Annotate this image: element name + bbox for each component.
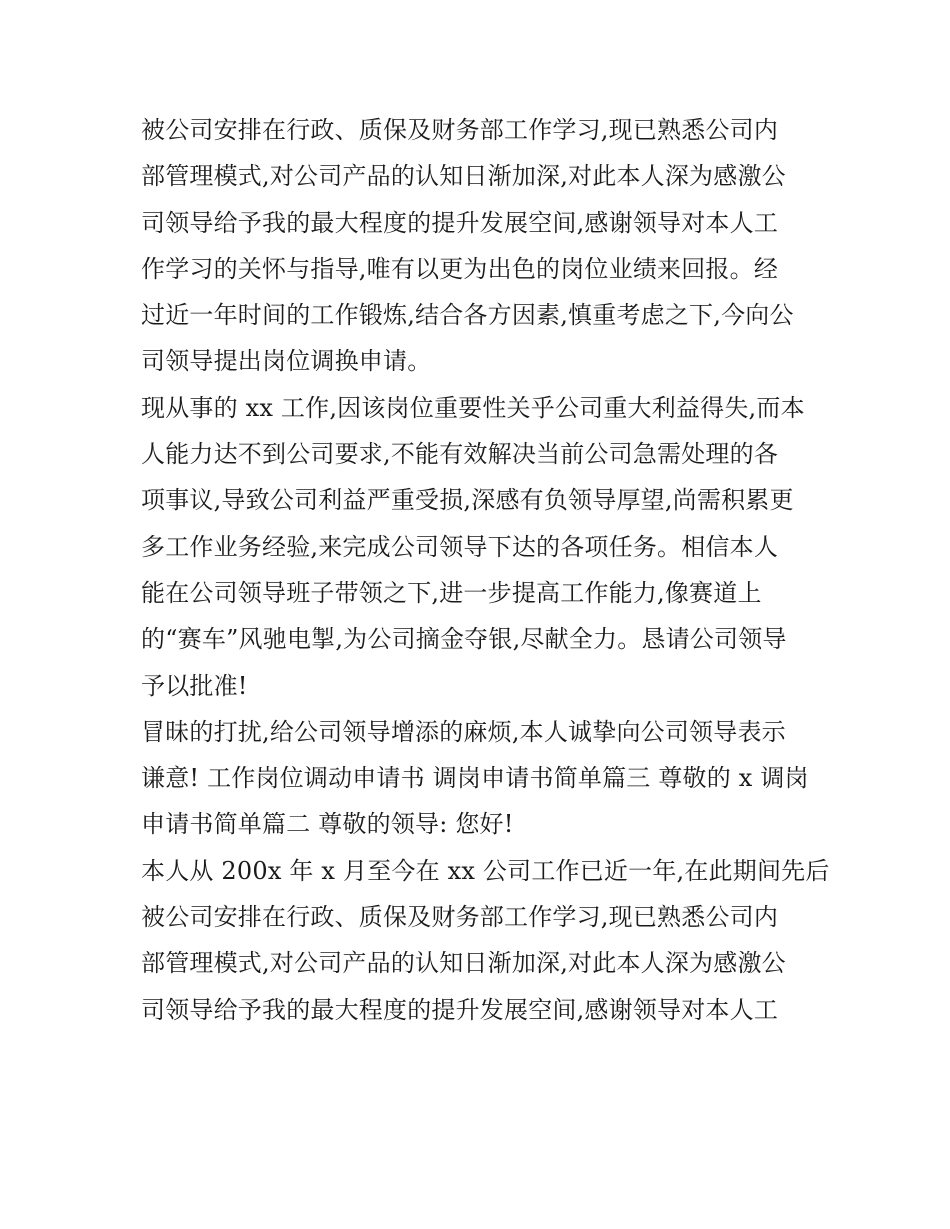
text-line-7: 现从事的 xx 工作,因该岗位重要性关乎公司重大利益得失,而本 bbox=[141, 393, 805, 422]
document-body bbox=[141, 107, 830, 1033]
text-line-1: 被公司安排在行政、质保及财务部工作学习,现已熟悉公司内 bbox=[141, 116, 779, 144]
text-line-15: 谦意! 工作岗位调动申请书 调岗申请书简单篇三 尊敬的 x 调岗 bbox=[141, 764, 809, 793]
text-line-3: 司领导给予我的最大程度的提升发展空间,感谢领导对本人工 bbox=[141, 208, 779, 237]
text-line-11: 能在公司领导班子带领之下,进一步提高工作能力,像赛道上 bbox=[141, 578, 762, 607]
text-line-12: 的“赛车”风驰电掣,为公司摘金夺银,尽献全力。恳请公司领导 bbox=[141, 625, 787, 654]
text-line-4: 作学习的关怀与指导,唯有以更为出色的岗位业绩来回报。经 bbox=[141, 254, 779, 283]
text-line-10: 多工作业务经验,来完成公司领导下达的各项任务。相信本人 bbox=[141, 532, 779, 561]
text-line-20: 司领导给予我的最大程度的提升发展空间,感谢领导对本人工 bbox=[141, 995, 779, 1024]
text-line-18: 被公司安排在行政、质保及财务部工作学习,现已熟悉公司内 bbox=[141, 903, 779, 932]
text-line-5: 过近一年时间的工作锻炼,结合各方因素,慎重考虑之下,今向公 bbox=[141, 301, 794, 330]
text-line-14: 冒昧的打扰,给公司领导增添的麻烦,本人诚挚向公司领导表示 bbox=[141, 717, 786, 746]
text-line-17: 本人从 200x 年 x 月至今在 xx 公司工作已近一年,在此期间先后 bbox=[141, 856, 830, 885]
text-line-2: 部管理模式,对公司产品的认知日渐加深,对此本人深为感激公 bbox=[141, 162, 786, 191]
text-line-8: 人能力达不到公司要求,不能有效解决当前公司急需处理的各 bbox=[141, 440, 779, 469]
text-line-13: 予以批准! bbox=[141, 671, 248, 700]
text-line-19: 部管理模式,对公司产品的认知日渐加深,对此本人深为感激公 bbox=[141, 949, 786, 978]
text-line-16: 申请书简单篇二 尊敬的领导: 您好! bbox=[141, 810, 514, 839]
text-line-9: 项事议,导致公司利益严重受损,深感有负领导厚望,尚需积累更 bbox=[141, 486, 794, 515]
text-line-6: 司领导提出岗位调换申请。 bbox=[141, 347, 432, 376]
